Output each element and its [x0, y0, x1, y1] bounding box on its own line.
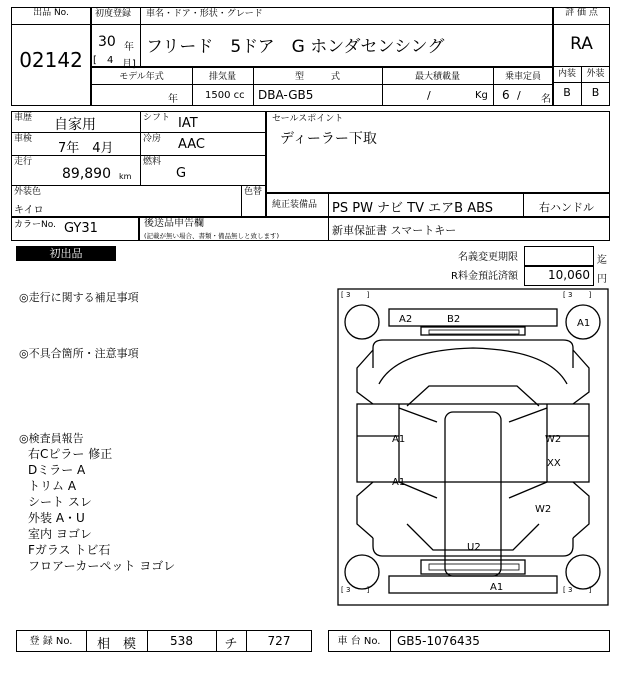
report-item: Fガラス トビ石 [28, 543, 111, 557]
interior-grade: B [563, 86, 571, 99]
front-bumper [389, 309, 557, 326]
displacement-label: 排気量 [208, 72, 236, 82]
driving-notes-label: ◎走行に関する補足事項 [19, 291, 139, 304]
tire-front-left [345, 305, 379, 339]
mileage-unit: km [119, 172, 132, 181]
fuel: G [176, 166, 187, 181]
docs-note: (記載が無い場合、書類・備品無しと致します) [144, 232, 280, 240]
model-year-unit: 年 [168, 94, 178, 105]
recycle-unit: 円 [597, 274, 607, 285]
reg-month: 4 [107, 55, 114, 66]
inspector-report-label: ◎検査員報告 [19, 432, 84, 445]
hood [373, 340, 573, 368]
report-item: 右Cピラー 修正 [28, 447, 113, 461]
windshield [407, 386, 539, 406]
report-item: フロアーカーペット ヨゴレ [28, 559, 176, 573]
exterior-grade: B [591, 86, 600, 99]
max-load-label: 最大積載量 [414, 72, 460, 82]
chassis-label: 車 台 No. [337, 636, 381, 647]
tire-rear-right [566, 555, 600, 589]
name-change-unit: 迄 [597, 255, 607, 266]
corner-label-br: [ 3 ] [563, 586, 592, 594]
reg-area: 相 模 [96, 637, 136, 652]
sales-point-label: セールスポイント [272, 114, 344, 124]
report-item: 室内 ヨゴレ [28, 527, 92, 541]
history-label: 車歴 [14, 113, 33, 123]
interior-label: 内装 [557, 69, 576, 79]
car-name-label: 車名・ドア・形状・グレード [146, 9, 263, 19]
mileage: 89,890 [62, 166, 111, 182]
color-no: GY31 [64, 221, 98, 236]
inspector-report-list [28, 446, 175, 574]
mark-right-front-door: W2 [545, 434, 562, 445]
mark-rear-glass: U2 [467, 542, 481, 553]
corner-label-tr: [ 3 ] [563, 291, 592, 299]
recycle-value: 10,060 [548, 268, 590, 282]
recycle-label: R料金預託済額 [451, 271, 518, 282]
mark-left-front-door: A1 [392, 434, 406, 445]
corner-label-tl: [ 3 ] [341, 291, 370, 299]
mark-rear-bumper: A1 [490, 582, 504, 593]
report-item: トリム A [28, 479, 77, 493]
car-damage-diagram [337, 288, 609, 606]
mark-left-rear-door: A1 [392, 477, 406, 488]
details-box [11, 111, 266, 217]
exterior-label: 外装 [586, 69, 605, 79]
grade-value: RA [570, 34, 593, 54]
reg-number: 727 [267, 634, 291, 648]
ext-color-label: 外装色 [14, 187, 42, 197]
mileage-label: 走行 [14, 157, 33, 167]
mark-front-bumper-2: B2 [447, 314, 461, 325]
model-year-label: モデル年式 [119, 72, 164, 82]
diagram-frame [338, 289, 608, 605]
color-change-label: 色替 [244, 187, 263, 197]
report-item: シート スレ [28, 495, 92, 509]
docs-value: 新車保証書 スマートキー [332, 224, 457, 237]
mark-right-rear: W2 [535, 504, 552, 515]
rear-plate-area [421, 560, 525, 574]
sales-point: ディーラー下取 [280, 131, 377, 147]
lot-label: 出品 No. [33, 8, 69, 18]
capacity-slash: / [517, 89, 521, 102]
registration-label: 登 録 No. [29, 636, 73, 647]
first-listing: 初出品 [49, 247, 83, 260]
reg-year-unit: 年 [124, 42, 134, 53]
steering: 右ハンドル [539, 201, 594, 214]
capacity-unit: 名 [541, 94, 551, 105]
model-code: DBA-GB5 [258, 88, 314, 102]
model-code-label: 型 式 [294, 72, 340, 82]
fuel-label: 燃料 [143, 157, 162, 167]
shift: IAT [178, 116, 198, 131]
ac-label: 冷房 [143, 134, 162, 144]
inspection: 7年 4月 [58, 141, 114, 156]
name-change-label: 名義変更期限 [458, 252, 518, 263]
mark-front-bumper-1: A2 [399, 314, 413, 325]
defects-label: ◎不具合箇所・注意事項 [19, 347, 139, 360]
inspection-label: 車検 [14, 134, 33, 144]
docs-label: 後送品申告欄 [144, 218, 204, 229]
car-name: フリード 5ドア G ホンダセンシング [146, 37, 445, 57]
report-item: Dミラー A [28, 463, 86, 477]
reg-class: 538 [170, 634, 193, 648]
reg-month-unit: 月] [122, 59, 136, 70]
capacity: 6 [502, 88, 510, 102]
mark-tire-fr: A1 [577, 318, 591, 329]
equipment: PS PW ナビ TV エアB ABS [332, 201, 494, 216]
tire-rear-left [345, 555, 379, 589]
equipment-label: 純正装備品 [272, 200, 318, 210]
load-unit: Kg [475, 90, 488, 101]
rear-bumper [389, 576, 557, 593]
color-no-label: カラーNo. [14, 220, 56, 230]
chassis-number: GB5-1076435 [397, 634, 480, 648]
ac: AAC [178, 137, 205, 152]
shift-label: シフト [143, 113, 171, 123]
lot-number: 02142 [19, 48, 83, 72]
displacement: 1500 cc [205, 90, 245, 101]
history: 自家用 [54, 117, 96, 133]
name-change-box [524, 246, 594, 266]
first-reg-label: 初度登録 [95, 9, 132, 19]
reg-year: 30 [98, 34, 116, 50]
reg-kana: チ [224, 637, 238, 652]
reg-month-open: [ [93, 55, 97, 66]
load-slash: / [427, 89, 431, 102]
corner-label-bl: [ 3 ] [341, 586, 370, 594]
ext-color: キイロ [14, 205, 44, 216]
grade-label: 評 価 点 [565, 8, 598, 18]
capacity-label: 乗車定員 [504, 72, 541, 82]
report-item: 外装 A・U [28, 511, 85, 525]
mark-right-pillar: XX [547, 458, 561, 469]
